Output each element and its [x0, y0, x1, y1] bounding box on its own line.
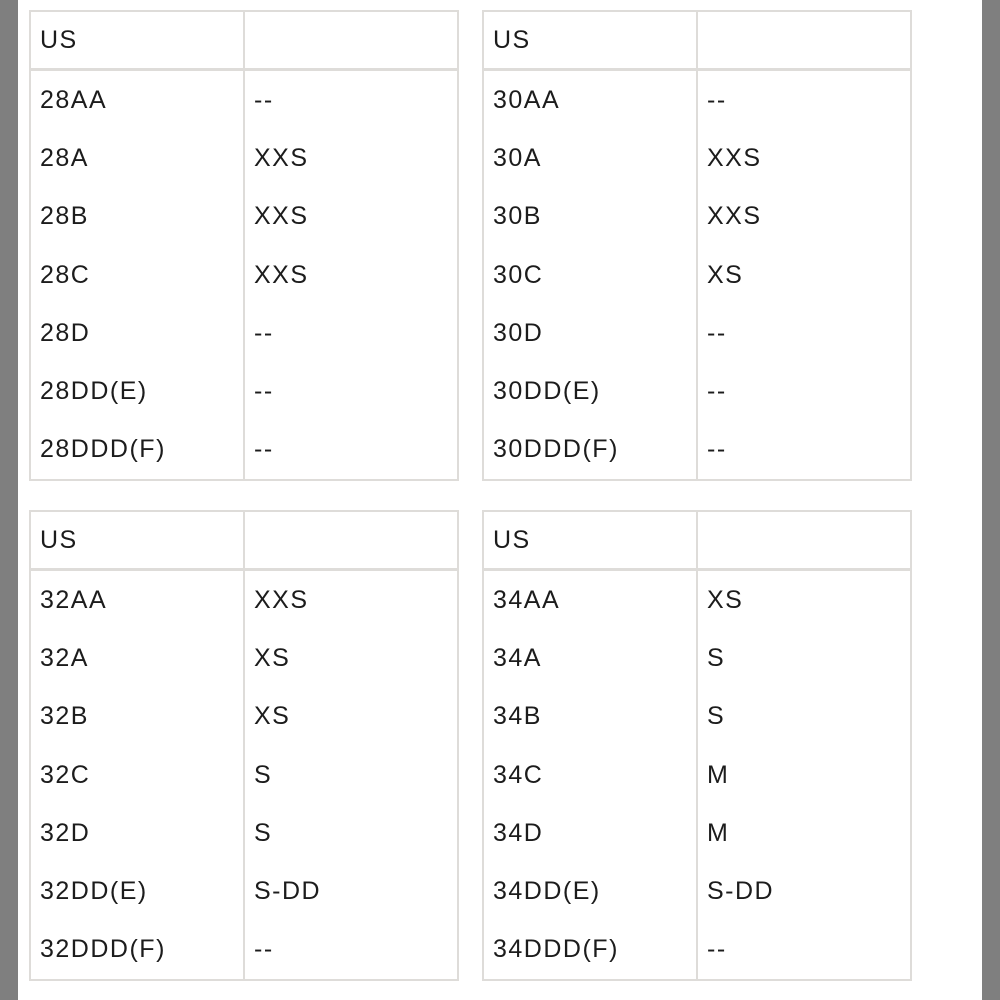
us-size-cell: 34C: [483, 746, 697, 804]
size-cell: S: [244, 804, 458, 862]
table-header-row: [30, 11, 458, 70]
table-row: [483, 570, 911, 630]
us-size-cell: 30A: [483, 129, 697, 187]
size-cell: XXS: [244, 570, 458, 630]
us-size-cell: 30DD(E): [483, 362, 697, 420]
table-row: [483, 921, 911, 980]
header-cell-us: US: [483, 511, 697, 570]
size-table-30: [482, 10, 912, 481]
size-cell: XS: [244, 629, 458, 687]
table-row: [30, 188, 458, 246]
us-size-cell: 32B: [30, 688, 244, 746]
header-cell-size: [697, 11, 911, 70]
table-row: [483, 188, 911, 246]
size-cell: XS: [697, 246, 911, 304]
size-cell: XS: [244, 688, 458, 746]
table-row: [30, 804, 458, 862]
table-row: [483, 746, 911, 804]
us-size-cell: 32D: [30, 804, 244, 862]
size-cell: --: [697, 362, 911, 420]
header-cell-us: US: [30, 511, 244, 570]
us-size-cell: 30B: [483, 188, 697, 246]
size-cell: --: [244, 362, 458, 420]
table-row: [483, 362, 911, 420]
size-table-28: [29, 10, 459, 481]
size-cell: XS: [697, 570, 911, 630]
size-table-34: [482, 510, 912, 981]
us-size-cell: 28A: [30, 129, 244, 187]
us-size-cell: 34AA: [483, 570, 697, 630]
table-header-row: [483, 511, 911, 570]
size-cell: M: [697, 804, 911, 862]
us-size-cell: 32C: [30, 746, 244, 804]
size-cell: S: [697, 688, 911, 746]
us-size-cell: 32A: [30, 629, 244, 687]
size-cell: XXS: [697, 188, 911, 246]
table-row: [30, 304, 458, 362]
table-row: [30, 629, 458, 687]
table-row: [30, 70, 458, 130]
size-cell: XXS: [244, 129, 458, 187]
us-size-cell: 28DDD(F): [30, 421, 244, 480]
size-cell: S: [244, 746, 458, 804]
table-row: [30, 746, 458, 804]
us-size-cell: 28AA: [30, 70, 244, 130]
us-size-cell: 34DD(E): [483, 862, 697, 920]
table-row: [483, 862, 911, 920]
size-cell: --: [697, 304, 911, 362]
table-header-row: [483, 11, 911, 70]
us-size-cell: 32DDD(F): [30, 921, 244, 980]
us-size-cell: 34D: [483, 804, 697, 862]
us-size-cell: 28B: [30, 188, 244, 246]
header-cell-us: US: [483, 11, 697, 70]
size-cell: S-DD: [244, 862, 458, 920]
size-cell: --: [697, 421, 911, 480]
table-row: [483, 70, 911, 130]
table-row: [483, 688, 911, 746]
table-row: [30, 246, 458, 304]
us-size-cell: 30D: [483, 304, 697, 362]
us-size-cell: 28DD(E): [30, 362, 244, 420]
size-cell: XXS: [697, 129, 911, 187]
table-row: [483, 804, 911, 862]
size-cell: --: [697, 70, 911, 130]
us-size-cell: 32DD(E): [30, 862, 244, 920]
size-cell: XXS: [244, 188, 458, 246]
table-row: [30, 921, 458, 980]
us-size-cell: 28C: [30, 246, 244, 304]
size-cell: --: [244, 421, 458, 480]
size-cell: S: [697, 629, 911, 687]
us-size-cell: 30DDD(F): [483, 421, 697, 480]
us-size-cell: 34B: [483, 688, 697, 746]
table-header-row: [30, 511, 458, 570]
size-cell: --: [697, 921, 911, 980]
header-cell-size: [244, 11, 458, 70]
us-size-cell: 28D: [30, 304, 244, 362]
header-cell-us: US: [30, 11, 244, 70]
table-row: [30, 688, 458, 746]
size-table-32: [29, 510, 459, 981]
size-cell: --: [244, 921, 458, 980]
table-row: [483, 629, 911, 687]
us-size-cell: 34A: [483, 629, 697, 687]
us-size-cell: 30C: [483, 246, 697, 304]
header-cell-size: [697, 511, 911, 570]
size-cell: M: [697, 746, 911, 804]
size-cell: --: [244, 70, 458, 130]
size-cell: --: [244, 304, 458, 362]
table-row: [30, 362, 458, 420]
us-size-cell: 34DDD(F): [483, 921, 697, 980]
table-row: [30, 421, 458, 480]
table-row: [483, 129, 911, 187]
size-cell: S-DD: [697, 862, 911, 920]
us-size-cell: 30AA: [483, 70, 697, 130]
table-row: [30, 862, 458, 920]
header-cell-size: [244, 511, 458, 570]
size-cell: XXS: [244, 246, 458, 304]
table-row: [30, 129, 458, 187]
us-size-cell: 32AA: [30, 570, 244, 630]
table-row: [30, 570, 458, 630]
table-row: [483, 246, 911, 304]
table-row: [483, 421, 911, 480]
table-row: [483, 304, 911, 362]
